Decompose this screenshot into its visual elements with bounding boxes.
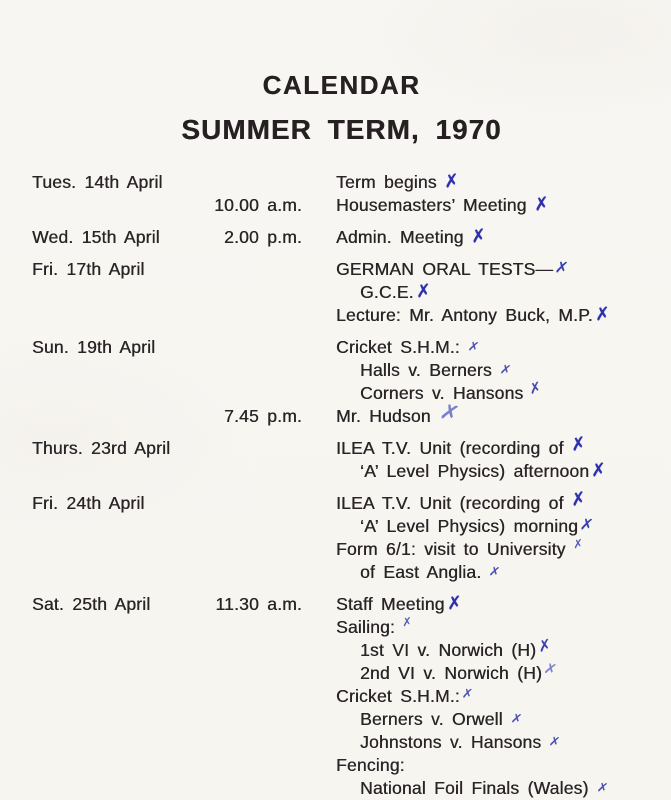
entry-date — [32, 616, 192, 639]
page-subtitle: SUMMER TERM, 1970 — [181, 114, 502, 145]
entry-date — [32, 281, 192, 304]
entry-date — [32, 708, 192, 731]
calendar-entry — [0, 258, 671, 327]
calendar-line — [0, 377, 671, 405]
calendar-line — [0, 593, 671, 616]
entry-event — [302, 685, 671, 708]
entry-event — [302, 460, 671, 483]
entry-date: Thurs. 23rd April — [32, 438, 171, 458]
x-mark-icon: ✗ — [578, 514, 596, 535]
x-mark-icon: ✗ — [571, 536, 584, 552]
entry-date — [32, 731, 192, 754]
entry-event — [302, 398, 671, 429]
calendar-line — [0, 708, 671, 731]
calendar-entry — [0, 171, 671, 217]
calendar-line — [0, 258, 671, 281]
entry-event — [302, 433, 671, 460]
event-text: GERMAN ORAL TESTS— — [336, 259, 554, 279]
calendar-line — [0, 304, 671, 327]
calendar-entry — [0, 226, 671, 249]
event-text: ‘A’ Level Physics) morning — [360, 516, 579, 536]
entry-time — [192, 460, 302, 483]
entry-time — [192, 382, 302, 405]
x-mark-icon: ✗ — [498, 362, 513, 379]
x-mark-icon: ✗ — [469, 225, 487, 248]
calendar-line — [0, 685, 671, 708]
entry-date — [32, 754, 192, 777]
entry-time — [192, 708, 302, 731]
entry-date: Fri. 17th April — [32, 259, 145, 279]
x-mark-icon: ✗ — [461, 686, 474, 703]
event-text: ILEA T.V. Unit (recording of — [336, 438, 564, 458]
event-text: 2nd VI v. Norwich (H) — [360, 663, 542, 683]
event-text: ‘A’ Level Physics) afternoon — [360, 461, 590, 481]
page-title: CALENDAR — [262, 70, 421, 100]
calendar-line — [0, 226, 671, 249]
x-mark-icon: ✗ — [569, 433, 588, 456]
entry-event — [302, 226, 671, 249]
calendar-line — [0, 777, 671, 800]
entry-event — [302, 616, 671, 639]
entry-date — [32, 639, 192, 662]
x-mark-icon: ✗ — [488, 564, 502, 581]
x-mark-icon: ✗ — [436, 398, 462, 429]
x-mark-icon: ✗ — [542, 658, 559, 680]
entry-time — [192, 281, 302, 304]
entry-date — [32, 382, 192, 405]
page-header — [6, 0, 671, 146]
entry-event — [302, 336, 671, 359]
calendar-line — [0, 658, 671, 685]
calendar-line — [0, 731, 671, 754]
calendar-entry — [0, 593, 671, 800]
entry-event — [302, 258, 671, 281]
entry-time — [192, 359, 302, 382]
entry-date — [32, 405, 192, 428]
event-text: Housemasters’ Meeting — [336, 195, 527, 215]
entry-time — [192, 538, 302, 561]
event-text: Staff Meeting — [336, 594, 445, 614]
entry-event — [302, 754, 671, 777]
entry-event — [302, 515, 671, 538]
x-mark-icon: ✗ — [401, 614, 413, 630]
entry-date: Sun. 19th April — [32, 337, 156, 357]
entry-event — [302, 194, 671, 217]
entry-time — [192, 662, 302, 685]
entry-date — [32, 685, 192, 708]
entry-time — [192, 561, 302, 584]
entry-event — [302, 281, 671, 304]
calendar-entry — [0, 488, 671, 584]
entry-event — [302, 304, 671, 327]
calendar-line — [0, 561, 671, 584]
event-text: Corners v. Hansons — [360, 383, 524, 403]
x-mark-icon: ✗ — [445, 592, 463, 615]
calendar-body — [0, 171, 671, 800]
entry-time — [192, 754, 302, 777]
entry-event — [302, 488, 671, 515]
entry-time — [192, 437, 302, 460]
entry-event — [302, 171, 671, 194]
calendar-line — [0, 616, 671, 639]
x-mark-icon: ✗ — [532, 193, 550, 216]
entry-event — [302, 593, 671, 616]
entry-date — [32, 460, 192, 483]
event-text: Sailing: — [336, 617, 395, 637]
x-mark-icon: ✗ — [414, 280, 432, 303]
x-mark-icon: ✗ — [536, 634, 554, 657]
entry-event — [302, 538, 671, 561]
x-mark-icon: ✗ — [569, 488, 588, 511]
entry-time — [192, 639, 302, 662]
entry-time — [192, 171, 302, 194]
entry-date — [32, 538, 192, 561]
calendar-line — [0, 398, 671, 429]
x-mark-icon: ✗ — [590, 459, 608, 482]
calendar-line — [0, 460, 671, 483]
calendar-line — [0, 359, 671, 382]
entry-time — [192, 258, 302, 281]
event-text: Lecture: Mr. Antony Buck, M.P. — [336, 305, 593, 325]
entry-time — [192, 731, 302, 754]
calendar-line — [0, 194, 671, 217]
entry-event — [302, 658, 671, 685]
entry-date — [32, 777, 192, 800]
calendar-entry — [0, 433, 671, 483]
event-text: Admin. Meeting — [336, 227, 464, 247]
entry-date — [32, 515, 192, 538]
entry-date: Sat. 25th April — [32, 594, 151, 614]
x-mark-icon: ✗ — [442, 170, 461, 193]
event-text: Form 6/1: visit to University — [336, 539, 566, 559]
entry-event — [302, 777, 671, 800]
calendar-line — [0, 336, 671, 359]
entry-time — [192, 515, 302, 538]
entry-time: 11.30 a.m. — [215, 594, 302, 614]
x-mark-icon: ✗ — [548, 734, 562, 751]
calendar-line — [0, 634, 671, 662]
entry-time — [192, 777, 302, 800]
entry-date: Wed. 15th April — [32, 227, 160, 247]
calendar-line — [0, 433, 671, 460]
event-text: 1st VI v. Norwich (H) — [360, 640, 537, 660]
calendar-line — [0, 515, 671, 538]
entry-event — [302, 561, 671, 584]
entry-time — [192, 336, 302, 359]
event-text: Mr. Hudson — [336, 406, 431, 426]
entry-event — [302, 359, 671, 382]
entry-date: Fri. 24th April — [32, 493, 145, 513]
entry-date — [32, 561, 192, 584]
entry-date — [32, 194, 192, 217]
calendar-line — [0, 488, 671, 515]
entry-date — [32, 359, 192, 382]
calendar-line — [0, 281, 671, 304]
x-mark-icon: ✗ — [595, 780, 609, 797]
entry-time: 2.00 p.m. — [224, 227, 302, 247]
event-text: National Foil Finals (Wales) — [360, 778, 589, 798]
calendar-entry — [0, 336, 671, 428]
event-text: Johnstons v. Hansons — [360, 732, 542, 752]
event-text: Halls v. Berners — [360, 360, 492, 380]
x-mark-icon: ✗ — [553, 257, 571, 278]
entry-event — [302, 708, 671, 731]
event-text: G.C.E. — [360, 282, 414, 302]
calendar-line — [0, 171, 671, 194]
entry-time — [192, 492, 302, 515]
entry-time: 7.45 p.m. — [224, 406, 302, 426]
entry-time: 10.00 a.m. — [214, 195, 302, 215]
entry-event — [302, 377, 671, 405]
entry-date — [32, 662, 192, 685]
entry-time — [192, 685, 302, 708]
event-text: Term begins — [336, 172, 437, 192]
event-text: ILEA T.V. Unit (recording of — [336, 493, 564, 513]
entry-event — [302, 634, 671, 662]
x-mark-icon: ✗ — [594, 303, 611, 326]
event-text: Cricket S.H.M.: — [336, 686, 460, 706]
x-mark-icon: ✗ — [509, 711, 524, 728]
event-text: Berners v. Orwell — [360, 709, 503, 729]
event-text: Fencing: — [336, 755, 405, 775]
entry-date — [32, 304, 192, 327]
entry-event — [302, 731, 671, 754]
x-mark-icon: ✗ — [466, 339, 481, 356]
entry-date: Tues. 14th April — [32, 172, 163, 192]
entry-time — [192, 304, 302, 327]
x-mark-icon: ✗ — [527, 377, 544, 399]
event-text: of East Anglia. — [360, 562, 482, 582]
entry-time — [192, 616, 302, 639]
calendar-line — [0, 538, 671, 561]
calendar-line — [0, 754, 671, 777]
event-text: Cricket S.H.M.: — [336, 337, 460, 357]
